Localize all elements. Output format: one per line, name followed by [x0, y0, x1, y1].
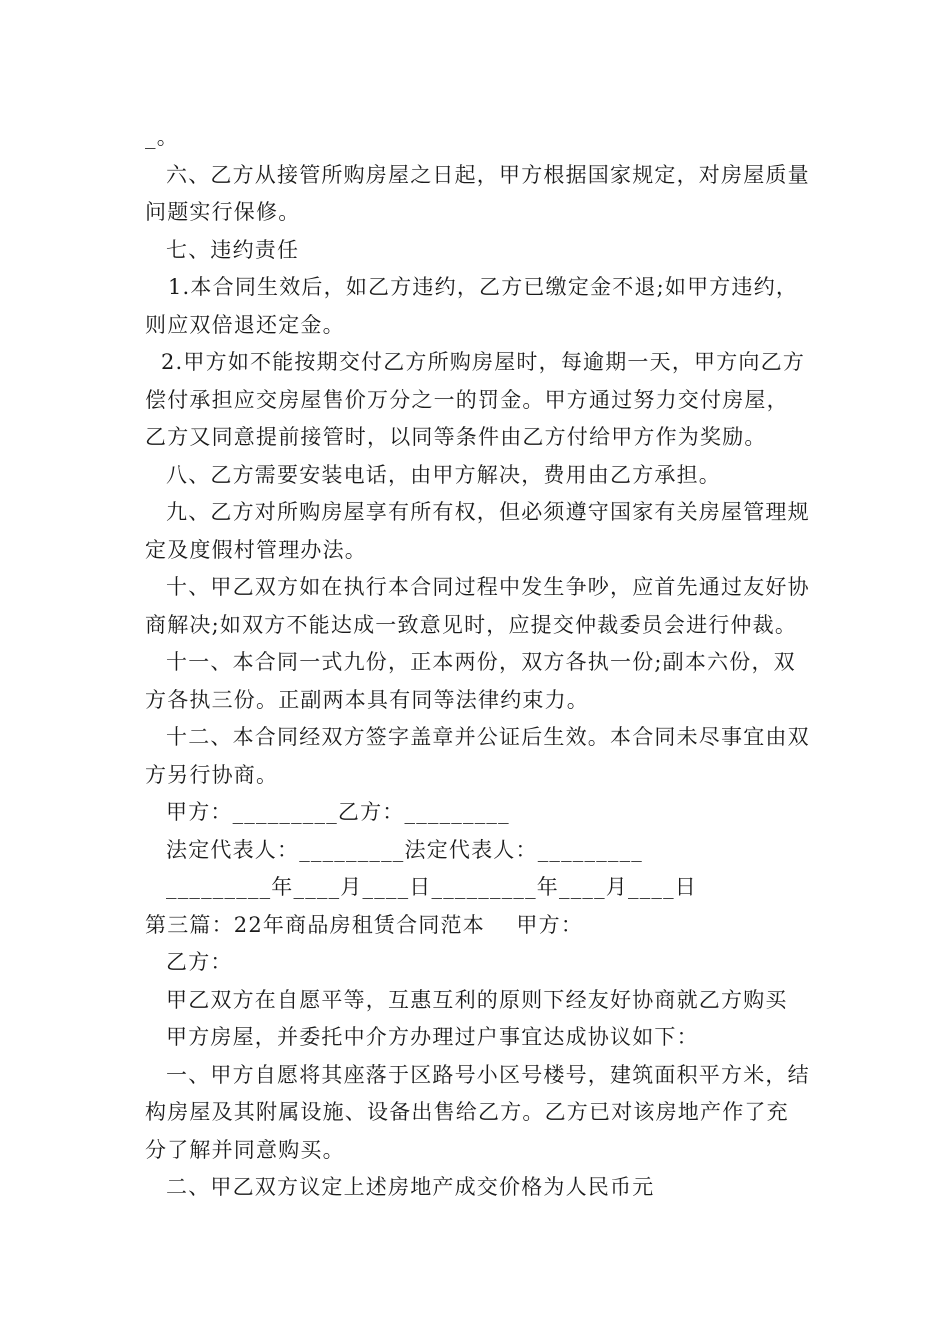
signature-representatives: 法定代表人：_________法定代表人：_________: [166, 837, 643, 862]
clause-six: 六、乙方从接管所购房屋之日起，甲方根据国家规定，对房屋质量问题实行保修。: [145, 162, 810, 224]
clause-seven-item-2: 2.甲方如不能按期交付乙方所购房屋时，每逾期一天，甲方向乙方偿付承担应交房屋售价万分之一的罚金。甲方通过努力交付房屋，乙方又同意提前接管时，以同等条件由乙方付给甲方作为奖励。: [145, 350, 806, 449]
section-three-heading: 第三篇：22年商品房租赁合同范本 甲方：: [145, 912, 584, 937]
clause-eleven: 十一、本合同一式九份，正本两份，双方各执一份;副本六份，双方各执三份。正副两本具有同等法律约束力。: [145, 650, 796, 712]
clause-seven-heading: 七、违约责任: [166, 237, 300, 262]
clause-twelve: 十二、本合同经双方签字盖章并公证后生效。本合同未尽事宜由双方另行协商。: [145, 725, 810, 787]
preamble-line-1: 甲乙双方在自愿平等，互惠互利的原则下经友好协商就乙方购买: [166, 987, 788, 1012]
clause-nine: 九、乙方对所购房屋享有所有权，但必须遵守国家有关房屋管理规定及度假村管理办法。: [145, 500, 810, 562]
signature-parties: 甲方：_________乙方：_________: [166, 800, 510, 824]
clause-ten: 十、甲乙双方如在执行本合同过程中发生争吵，应首先通过友好协商解决;如双方不能达成一致意见时，应提交仲裁委员会进行仲裁。: [145, 575, 810, 637]
party-b-label: 乙方：: [166, 950, 233, 974]
clause-eight: 八、乙方需要安装电话，由甲方解决，费用由乙方承担。: [166, 462, 721, 487]
preamble-line-2: 甲方房屋，并委托中介方办理过户事宜达成协议如下：: [166, 1025, 699, 1049]
signature-dates: _________年____月____日_________年____月____日: [166, 875, 697, 899]
paragraph-fragment-end: _。: [145, 125, 179, 149]
clause-seven-item-1: 1.本合同生效后，如乙方违约，乙方已缴定金不退;如甲方违约，则应双倍退还定金。: [145, 275, 799, 337]
article-one: 一、甲方自愿将其座落于区路号小区号楼号，建筑面积平方米，结构房屋及其附属设施、设备出售给乙方。乙方已对该房地产作了充分了解并同意购买。: [145, 1062, 810, 1162]
article-two: 二、甲乙双方议定上述房地产成交价格为人民币元: [166, 1175, 655, 1199]
document-body: [145, 119, 810, 1207]
